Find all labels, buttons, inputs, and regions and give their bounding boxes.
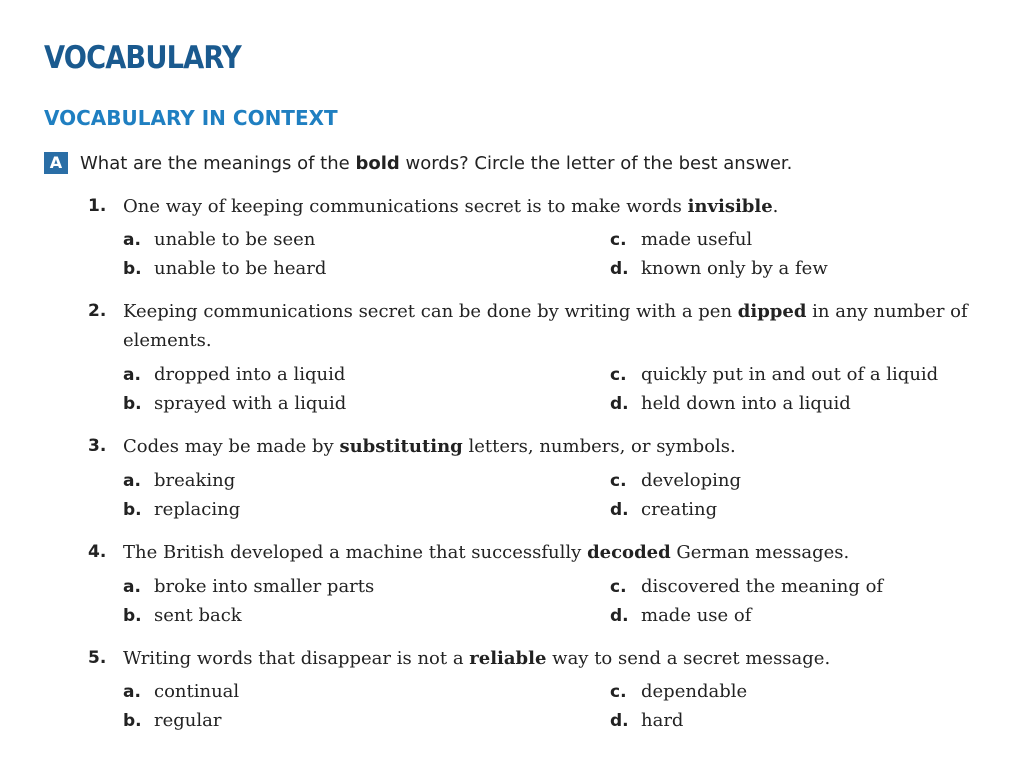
- option-letter: c.: [610, 682, 627, 702]
- option-3a[interactable]: [123, 466, 235, 496]
- option-5c[interactable]: [610, 677, 747, 707]
- option-text: held down into a liquid: [641, 393, 851, 414]
- question-number: 4.: [88, 542, 107, 562]
- option-letter: b.: [123, 606, 142, 626]
- target-word: decoded: [587, 542, 671, 563]
- option-1b[interactable]: [123, 254, 326, 284]
- option-1d[interactable]: [610, 254, 828, 284]
- option-text: made useful: [641, 229, 753, 250]
- option-letter: d.: [610, 500, 629, 520]
- option-letter: d.: [610, 259, 629, 279]
- question-stem: [123, 192, 968, 221]
- target-word: substituting: [339, 436, 463, 457]
- option-text: continual: [154, 681, 240, 702]
- target-word: reliable: [469, 648, 547, 669]
- instruction: [44, 150, 792, 176]
- question-number: 3.: [88, 436, 107, 456]
- stem-text: The British developed a machine that successfully: [123, 542, 588, 563]
- stem-text-end: way to send a secret message.: [546, 648, 831, 669]
- option-text: developing: [641, 470, 741, 491]
- option-letter: c.: [610, 577, 627, 597]
- question-stem: [123, 538, 968, 567]
- option-text: dependable: [641, 681, 748, 702]
- instruction-text-after: words? Circle the letter of the best answer.: [399, 152, 793, 174]
- question-number: 2.: [88, 301, 107, 321]
- option-text: broke into smaller parts: [154, 576, 375, 597]
- option-text: regular: [154, 710, 222, 731]
- section-subtitle: VOCABULARY IN CONTEXT: [44, 106, 338, 130]
- option-2b[interactable]: [123, 389, 346, 419]
- question-stem: [123, 297, 968, 355]
- option-text: unable to be heard: [154, 258, 327, 279]
- option-3d[interactable]: [610, 495, 717, 525]
- stem-text: One way of keeping communications secret is to make words: [123, 196, 688, 217]
- option-letter: a.: [123, 230, 141, 250]
- question-4: [88, 538, 968, 567]
- option-2c[interactable]: [610, 360, 938, 390]
- target-word: dipped: [737, 301, 807, 322]
- option-4a[interactable]: [123, 572, 374, 602]
- option-1a[interactable]: [123, 225, 315, 255]
- option-letter: c.: [610, 471, 627, 491]
- option-5a[interactable]: [123, 677, 239, 707]
- option-letter: a.: [123, 365, 141, 385]
- option-2a[interactable]: [123, 360, 345, 390]
- option-text: replacing: [154, 499, 241, 520]
- question-stem: [123, 644, 968, 673]
- stem-text: Codes may be made by: [123, 436, 340, 457]
- question-stem: [123, 432, 968, 461]
- page-title: VOCABULARY: [44, 40, 241, 76]
- option-text: sent back: [154, 605, 242, 626]
- target-word: invisible: [687, 196, 773, 217]
- stem-text-end: letters, numbers, or symbols.: [462, 436, 736, 457]
- option-letter: a.: [123, 682, 141, 702]
- exercise-badge: A: [44, 152, 68, 174]
- option-4d[interactable]: [610, 601, 751, 631]
- instruction-text: [80, 153, 792, 174]
- stem-text-end: German messages.: [670, 542, 850, 563]
- stem-text: Keeping communications secret can be done by writing with a pen: [123, 301, 738, 322]
- instruction-text-bold: bold: [355, 152, 400, 174]
- option-5d[interactable]: [610, 706, 683, 736]
- option-text: known only by a few: [641, 258, 828, 279]
- option-4b[interactable]: [123, 601, 242, 631]
- question-number: 1.: [88, 196, 107, 216]
- question-2: [88, 297, 968, 355]
- option-text: creating: [641, 499, 718, 520]
- question-5: [88, 644, 968, 673]
- option-letter: b.: [123, 711, 142, 731]
- option-text: hard: [641, 710, 684, 731]
- option-letter: b.: [123, 259, 142, 279]
- option-5b[interactable]: [123, 706, 221, 736]
- option-letter: c.: [610, 365, 627, 385]
- option-letter: a.: [123, 471, 141, 491]
- option-letter: a.: [123, 577, 141, 597]
- question-3: [88, 432, 968, 461]
- option-text: unable to be seen: [154, 229, 316, 250]
- instruction-text-before: What are the meanings of the: [80, 152, 356, 174]
- option-letter: b.: [123, 394, 142, 414]
- option-text: breaking: [154, 470, 236, 491]
- option-letter: d.: [610, 606, 629, 626]
- option-2d[interactable]: [610, 389, 851, 419]
- option-text: made use of: [641, 605, 752, 626]
- option-3c[interactable]: [610, 466, 741, 496]
- option-letter: c.: [610, 230, 627, 250]
- question-number: 5.: [88, 648, 107, 668]
- option-text: dropped into a liquid: [154, 364, 346, 385]
- option-4c[interactable]: [610, 572, 883, 602]
- option-3b[interactable]: [123, 495, 240, 525]
- option-text: discovered the meaning of: [641, 576, 884, 597]
- option-text: quickly put in and out of a liquid: [641, 364, 939, 385]
- option-text: sprayed with a liquid: [154, 393, 347, 414]
- option-1c[interactable]: [610, 225, 752, 255]
- option-letter: d.: [610, 711, 629, 731]
- stem-text-end: in any number of elements.: [123, 301, 968, 351]
- question-1: [88, 192, 968, 221]
- option-letter: b.: [123, 500, 142, 520]
- stem-text: Writing words that disappear is not a: [123, 648, 470, 669]
- stem-text-end: .: [772, 196, 779, 217]
- option-letter: d.: [610, 394, 629, 414]
